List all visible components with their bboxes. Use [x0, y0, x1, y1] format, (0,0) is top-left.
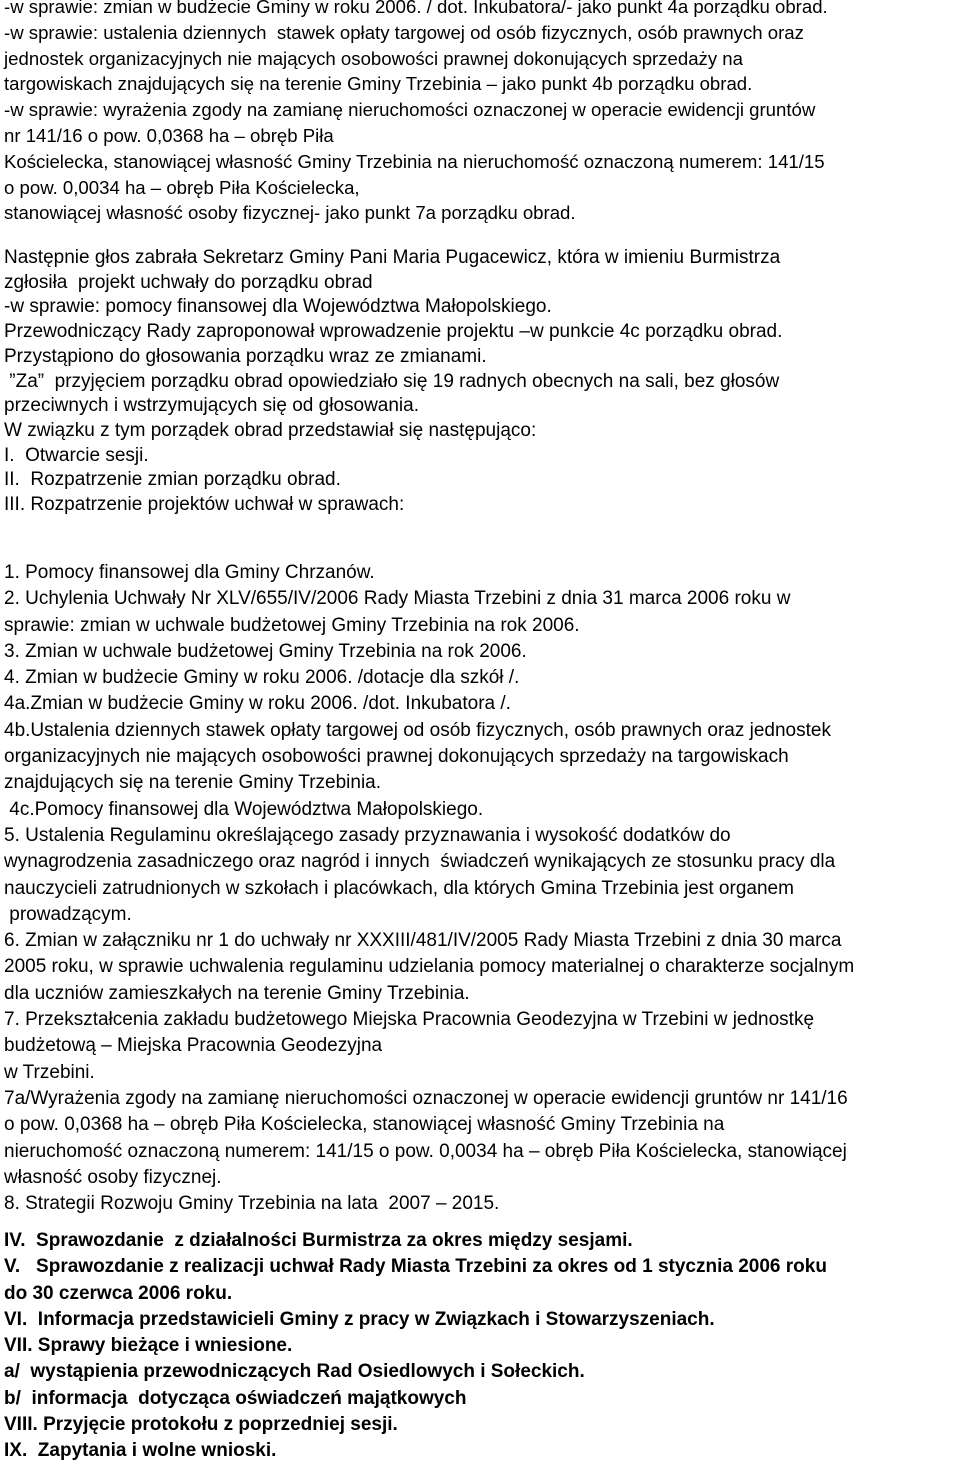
list-item: 4a.Zmian w budżecie Gminy w roku 2006. /dot. Inkubatora /. [4, 693, 511, 715]
resolution-list [4, 560, 956, 1217]
list-item: 6. Zmian w załączniku nr 1 do uchwały nr XXXIII/481/IV/2005 Rady Miasta Trzebini z dnia 30 marca [4, 930, 842, 952]
text-line: Następnie głos zabrała Sekretarz Gminy Pani Maria Pugacewicz, która w imieniu Burmistrza [4, 247, 781, 268]
text-line: -w sprawie: ustalenia dziennych stawek opłaty targowej od osób fizycznych, osób prawnych oraz [4, 21, 804, 43]
list-item: organizacyjnych nie mających osobowości prawnej dokonujących sprzedaży na targowiskach [4, 746, 789, 768]
text-line: targowiskach znajdujących się na terenie Gminy Trzebinia – jako punkt 4b porządku obrad. [4, 73, 753, 95]
text-line: -w sprawie: wyrażenia zgody na zamianę nieruchomości oznaczonej w operacie ewidencji gruntów [4, 99, 816, 121]
list-item: znajdujących się na terenie Gminy Trzebinia. [4, 772, 382, 794]
text-line: o pow. 0,0034 ha – obręb Piła Kościelecka, [4, 176, 360, 198]
text-line: jednostek organizacyjnych nie mających osobowości prawnej dokonujących sprzedaży na [4, 47, 743, 69]
list-item: 1. Pomocy finansowej dla Gminy Chrzanów. [4, 562, 375, 583]
list-item: dla uczniów zamieszkałych na terenie Gminy Trzebinia. [4, 982, 470, 1004]
list-item: nieruchomość oznaczoną numerem: 141/15 o pow. 0,0034 ha – obręb Piła Kościelecka, stanowiącej [4, 1140, 847, 1162]
list-item: 5. Ustalenia Regulaminu określającego zasady przyznawania i wysokość dodatków do [4, 824, 731, 846]
agenda-heading: VI. Informacja przedstawicieli Gminy z pracy w Związkach i Stowarzyszeniach. [4, 1308, 715, 1330]
list-item: 7. Przekształcenia zakładu budżetowego Miejska Pracownia Geodezyjna w Trzebini w jednostkę [4, 1009, 815, 1031]
list-item: 7a/Wyrażenia zgody na zamianę nieruchomości oznaczonej w operacie ewidencji gruntów nr 141/16 [4, 1087, 848, 1109]
list-item: w Trzebini. [4, 1061, 95, 1083]
list-item: prowadzącym. [4, 903, 132, 925]
text-line: przeciwnych i wstrzymujących się od głosowania. [4, 395, 419, 417]
list-item: wynagrodzenia zasadniczego oraz nagród i innych świadczeń wynikających ze stosunku pracy dla [4, 851, 836, 873]
list-item: 2. Uchylenia Uchwały Nr XLV/655/IV/2006 Rady Miasta Trzebini z dnia 31 marca 2006 roku w [4, 588, 791, 610]
list-item: budżetową – Miejska Pracownia Geodezyjna [4, 1035, 383, 1057]
text-line: I. Otwarcie sesji. [4, 444, 149, 466]
agenda-heading: VIII. Przyjęcie protokołu z poprzedniej sesji. [4, 1414, 398, 1436]
list-item: nauczycieli zatrudnionych w szkołach i placówkach, dla których Gmina Trzebinia jest organem [4, 877, 794, 899]
agenda-heading: IX. Zapytania i wolne wnioski. [4, 1440, 277, 1462]
list-item: 2005 roku, w sprawie uchwalenia regulaminu udzielania pomocy materialnej o charakterze socjalnym [4, 956, 855, 978]
agenda-bold-section [4, 1228, 956, 1465]
agenda-heading: do 30 czerwca 2006 roku. [4, 1282, 233, 1304]
text-line: III. Rozpatrzenie projektów uchwał w sprawach: [4, 494, 405, 516]
agenda-heading: b/ informacja dotycząca oświadczeń majątkowych [4, 1387, 467, 1409]
secretary-statement-section [4, 246, 956, 518]
text-line: -w sprawie: zmian w budżecie Gminy w roku 2006. / dot. Inkubatora/- jako punkt 4a porządku obrad. [4, 0, 828, 17]
text-line: Przewodniczący Rady zaproponował wprowadzenie projektu –w punkcie 4c porządku obrad. [4, 321, 783, 343]
list-item: 3. Zmian w uchwale budżetowej Gminy Trzebinia na rok 2006. [4, 640, 527, 662]
text-line: stanowiącej własność osoby fizycznej- jako punkt 7a porządku obrad. [4, 202, 576, 224]
list-item: własność osoby fizycznej. [4, 1166, 222, 1188]
text-line: W związku z tym porządek obrad przedstawiał się następująco: [4, 419, 537, 441]
agenda-heading: IV. Sprawozdanie z działalności Burmistrza za okres między sesjami. [4, 1230, 633, 1251]
list-item: o pow. 0,0368 ha – obręb Piła Kościelecka, stanowiącej własność Gminy Trzebinia na [4, 1114, 725, 1136]
text-line: zgłosiła projekt uchwały do porządku obrad [4, 271, 373, 293]
agenda-heading: V. Sprawozdanie z realizacji uchwał Rady Miasta Trzebini za okres od 1 stycznia 2006 roku [4, 1256, 827, 1278]
list-item: 8. Strategii Rozwoju Gminy Trzebinia na lata 2007 – 2015. [4, 1193, 500, 1215]
list-item: 4b.Ustalenia dziennych stawek opłaty targowej od osób fizycznych, osób prawnych oraz jednostek [4, 719, 831, 741]
list-item: 4c.Pomocy finansowej dla Województwa Małopolskiego. [4, 798, 484, 820]
list-item: sprawie: zmian w uchwale budżetowej Gminy Trzebinia na rok 2006. [4, 614, 580, 636]
text-line: II. Rozpatrzenie zmian porządku obrad. [4, 469, 341, 491]
agenda-heading: a/ wystąpienia przewodniczących Rad Osiedlowych i Sołeckich. [4, 1361, 585, 1383]
text-line: Przystąpiono do głosowania porządku wraz ze zmianami. [4, 345, 487, 367]
text-line: -w sprawie: pomocy finansowej dla Województwa Małopolskiego. [4, 296, 552, 318]
list-item: 4. Zmian w budżecie Gminy w roku 2006. /dotacje dla szkół /. [4, 667, 520, 689]
agenda-changes-section [4, 0, 956, 226]
text-line: ”Za” przyjęciem porządku obrad opowiedziało się 19 radnych obecnych na sali, bez głosów [4, 370, 780, 392]
agenda-heading: VII. Sprawy bieżące i wniesione. [4, 1335, 293, 1357]
text-line: Kościelecka, stanowiącej własność Gminy Trzebinia na nieruchomość oznaczoną numerem: 141/15 [4, 150, 825, 172]
text-line: nr 141/16 o pow. 0,0368 ha – obręb Piła [4, 124, 334, 146]
